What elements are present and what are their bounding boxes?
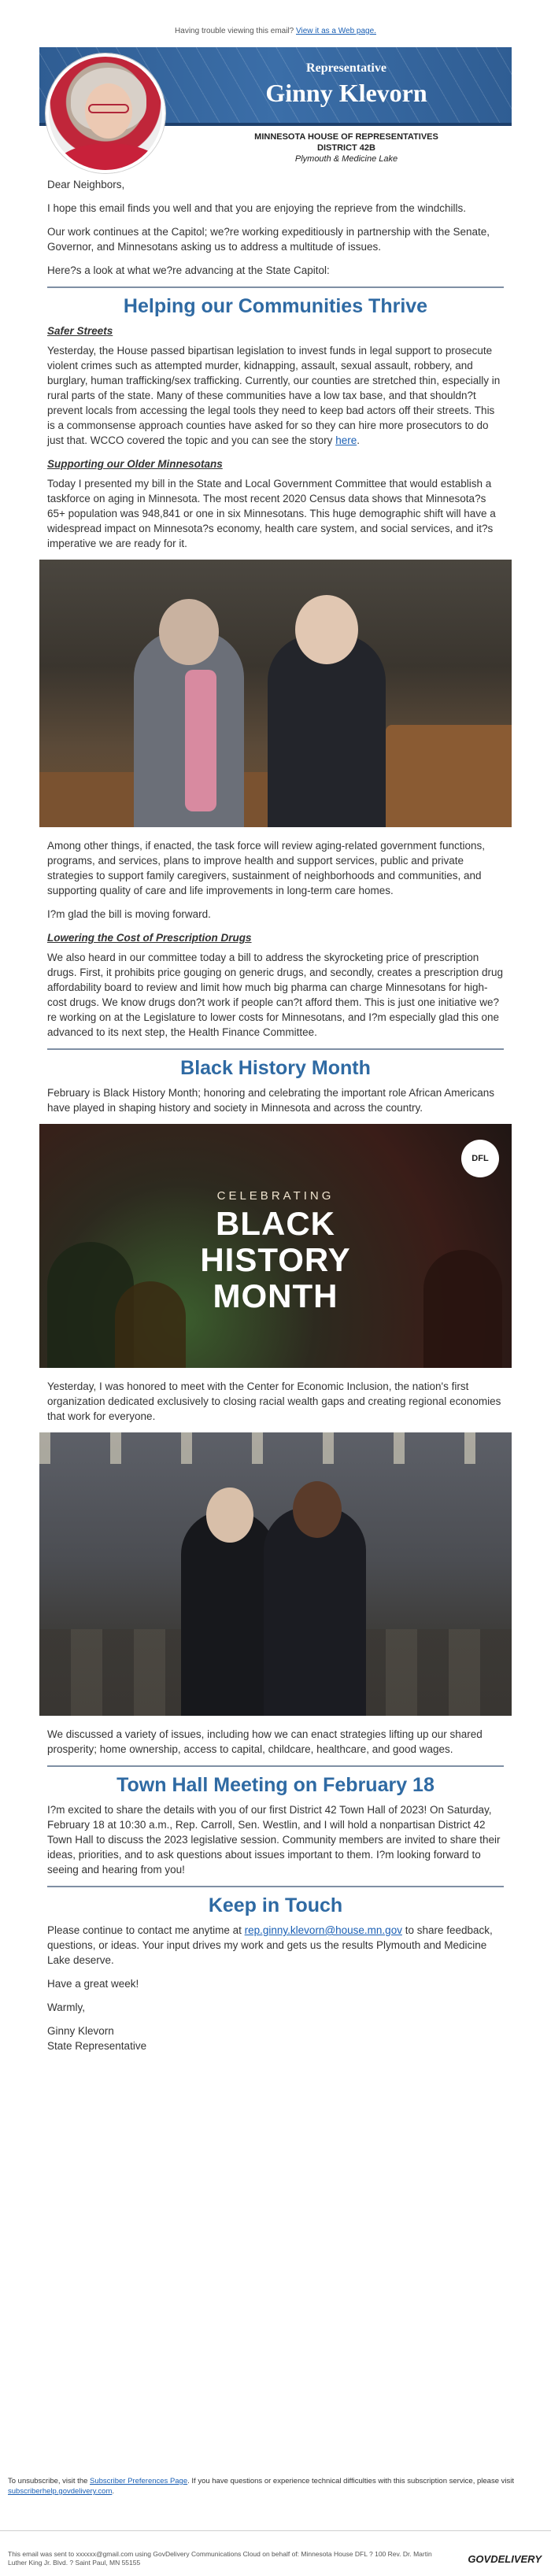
- bill-moving-text: I?m glad the bill is moving forward.: [47, 908, 211, 920]
- subheading-older-minnesotans: Supporting our Older Minnesotans: [47, 458, 223, 470]
- divider: [47, 1765, 504, 1767]
- shared-prosperity-text: We discussed a variety of issues, including how we can enact strategies lifting up our shared prosperity; home ownership, access to capital, childcare, healthcare, and good wages.: [47, 1728, 483, 1755]
- subheading-safer-streets: Safer Streets: [47, 325, 113, 337]
- section-title-black-history: Black History Month: [180, 1057, 371, 1079]
- town-hall-text: I?m excited to share the details with you of our first District 42 Town Hall of 2023! On Saturday, February 18 at 10:30 a.m., Rep. Carroll, Sen. Westlin, and I will hold a nonpartisan District 42 Town Hall to discuss the 2023 legislative session. Community members are invited to share their ideas, priorities, and to ask questions about issues important to them. I?m looking forward to seeing and hearing from you!: [47, 1804, 501, 1876]
- safer-streets-text: Yesterday, the House passed bipartisan legislation to invest funds in legal support to prosecute violent crimes such as attempted murder, kidnapping, assault, sexual assault, robbery, and burglary, human trafficking/sex trafficking. Currently, our counties are stretched thin, especially in rural parts of the state. Many of these communities have a low tax base, and that shouldn?t prevent locals from accessing the legal tools they need to keep bad actors off their streets. This is a commonsense approach counties have asked for so they can hire more prosecutors to do just that. WCCO covered the topic and you can see the story here.: [47, 345, 501, 446]
- sign-off: Warmly,: [47, 2001, 85, 2013]
- great-week-text: Have a great week!: [47, 1978, 139, 1990]
- district-area: Plymouth & Medicine Lake: [294, 154, 398, 164]
- divider: [47, 286, 504, 288]
- unsubscribe-note: To unsubscribe, visit the Subscriber Preferences Page. If you have questions or experience technical difficulties with this subscription service, please visit subscriberhelp.govdelivery.com.: [8, 2477, 514, 2496]
- black-history-month-graphic: [39, 1124, 512, 1368]
- graphic-title: BLACK HISTORY MONTH: [200, 1205, 351, 1314]
- district-info: [220, 131, 472, 164]
- contact-email-link[interactable]: rep.ginny.klevorn@house.mn.gov: [244, 1924, 402, 1936]
- divider: [47, 1048, 504, 1050]
- signature: [47, 2023, 504, 2053]
- wcco-story-link[interactable]: here: [335, 434, 357, 446]
- email-header: [39, 39, 512, 177]
- safer-streets-body: Yesterday, the House passed bipartisan legislation to invest funds in legal support to prosecute violent crimes such as attempted murder, kidnapping, assault, sexual assault, robbery, and burglary, human trafficking/sex trafficking. Currently, our counties are stretched thin, especially in rural parts of the state. Many of these communities have a low tax base, and that shouldn?t prevent locals from accessing the legal tools they need to keep bad actors off their streets. This is a commonsense approach counties have asked for so they can hire more prosecutors to do just that. WCCO covered the topic and you can see the story: [47, 345, 501, 446]
- divider: [47, 1886, 504, 1887]
- header-title: [220, 61, 472, 108]
- subscriber-help-link[interactable]: subscriberhelp.govdelivery.com: [8, 2487, 113, 2496]
- greeting: Dear Neighbors,: [47, 179, 125, 190]
- rep-name: Ginny Klevorn: [265, 79, 427, 107]
- district-label: DISTRICT 42B: [317, 143, 375, 153]
- intro-paragraph-1: I hope this email finds you well and that you are enjoying the reprieve from the windchills.: [47, 202, 467, 214]
- task-force-text: Among other things, if enacted, the task force will review aging-related government functions, programs, and services, plans to improve health and support services, public and private strategies to support family caregivers, sustainment of neighborhoods and communities, and supporting quality of care and life improvements in long-term care homes.: [47, 840, 486, 896]
- graphic-celebrating: CELEBRATING: [216, 1189, 335, 1203]
- subscriber-preferences-link[interactable]: Subscriber Preferences Page: [90, 2477, 188, 2485]
- signature-title: State Representative: [47, 2040, 147, 2052]
- intro-paragraph-3: Here?s a look at what we?re advancing at the State Capitol:: [47, 264, 330, 276]
- rep-label: Representative: [306, 61, 386, 75]
- older-minnesotans-text: Today I presented my bill in the State and Local Government Committee that would establish a taskforce on aging in Minnesota. The most recent 2020 Census data shows that Minnesota?s 65+ population was 948,841 or one in six Minnesotans. This huge demographic shift will have a widespread impact on Minnesota?s economy, health care system, and social services, and it?s imperative we are ready for it.: [47, 478, 496, 549]
- footer-legal: This email was sent to xxxxxx@gmail.com using GovDelivery Communications Cloud on behalf of: Minnesota House DFL ? 100 Rev. Dr. Martin Luther King Jr. Blvd. ? Saint Paul, MN 55155: [8, 2550, 432, 2567]
- govdelivery-logo: GOVDELIVERY: [468, 2553, 542, 2565]
- web-version-link[interactable]: View it as a Web page.: [296, 27, 376, 35]
- house-label: MINNESOTA HOUSE OF REPRESENTATIVES: [254, 132, 438, 142]
- black-history-text: February is Black History Month; honoring and celebrating the important role African Americans have played in shaping history and society in Minnesota and across the country.: [47, 1087, 495, 1114]
- footer-divider: [0, 2530, 551, 2531]
- signature-name: Ginny Klevorn: [47, 2025, 114, 2037]
- subheading-prescription-drugs: Lowering the Cost of Prescription Drugs: [47, 932, 252, 944]
- intro-paragraph-2: Our work continues at the Capitol; we?re working expeditiously in partnership with the Senate, Governor, and Minnesotans asking us to address a multitude of issues.: [47, 226, 490, 253]
- economic-inclusion-text: Yesterday, I was honored to meet with the Center for Economic Inclusion, the nation's first organization dedicated exclusively to closing racial wealth gaps and creating regional economies that work for everyone.: [47, 1380, 501, 1422]
- section-title-town-hall: Town Hall Meeting on February 18: [116, 1774, 435, 1796]
- dfl-logo: DFL: [461, 1140, 499, 1177]
- representative-portrait: [46, 54, 165, 173]
- section-title-keep-in-touch: Keep in Touch: [208, 1894, 343, 1916]
- committee-photo: [39, 560, 512, 827]
- email-body: [39, 39, 512, 2053]
- top-preheader: [0, 0, 551, 39]
- economic-inclusion-photo: [39, 1432, 512, 1716]
- contact-text: Please continue to contact me anytime at rep.ginny.klevorn@house.mn.gov to share feedback, questions, or ideas. Your input drives my work and gets us the results Plymouth and Medicine Lake deserve.: [47, 1924, 493, 1966]
- email-content: [39, 177, 512, 2053]
- prescription-drugs-text: We also heard in our committee today a bill to address the skyrocketing price of prescription drugs. First, it prohibits price gouging on generic drugs, and secondly, creates a prescription drug affordability board to review and limit how much big pharma can charge Minnesotans for high-cost drugs. We know drugs don?t work if people can?t afford them. This is just one initiative we?re working on at the Legislature to lower costs for Minnesotans, and I?m especially glad this one advanced to its next step, the Health Finance Committee.: [47, 952, 504, 1038]
- section-title-communities: Helping our Communities Thrive: [123, 295, 428, 317]
- preheader-text: Having trouble viewing this email?: [175, 27, 297, 35]
